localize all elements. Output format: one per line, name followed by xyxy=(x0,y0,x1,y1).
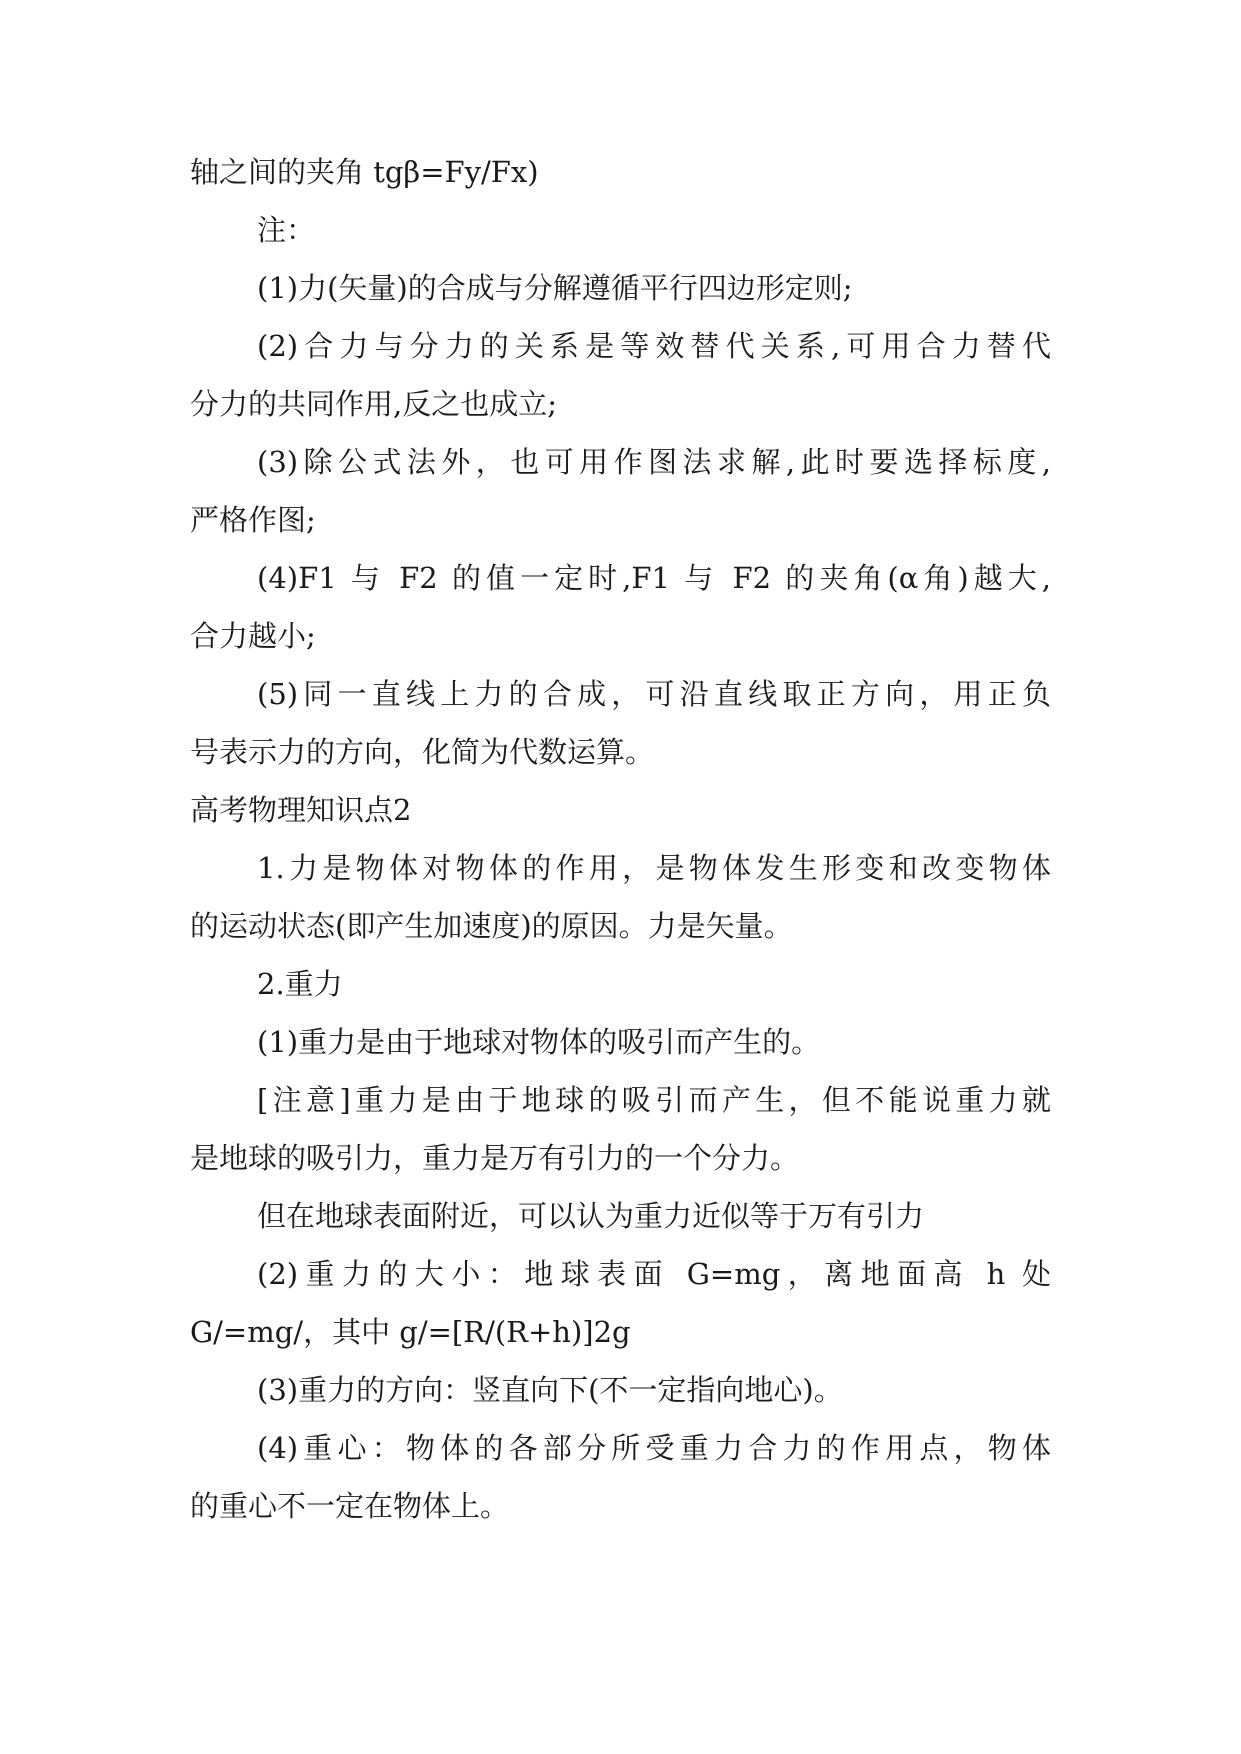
text-line: 1.力是物体对物体的作用，是物体发生形变和改变物体 xyxy=(257,851,1051,885)
text-line: (5)同一直线上力的合成，可沿直线取正方向，用正负 xyxy=(257,677,1051,711)
text-line: (2)重力的大小：地球表面 G=mg，离地面高 h 处 xyxy=(257,1257,1051,1291)
text-line: (3)除公式法外，也可用作图法求解,此时要选择标度, xyxy=(257,445,1051,479)
text-line: 注： xyxy=(257,213,316,247)
text-line: 是地球的吸引力，重力是万有引力的一个分力。 xyxy=(190,1141,800,1175)
text-line: 但在地球表面附近，可以认为重力近似等于万有引力 xyxy=(257,1199,925,1233)
text-line: (3)重力的方向：竖直向下(不一定指向地心)。 xyxy=(257,1373,843,1407)
section-heading: 高考物理知识点2 xyxy=(190,793,412,827)
text-line: (4)重心：物体的各部分所受重力合力的作用点，物体 xyxy=(257,1431,1051,1465)
text-line: (4)F1 与 F2 的值一定时,F1 与 F2 的夹角(α角)越大, xyxy=(257,561,1051,595)
text-line: 2.重力 xyxy=(257,967,343,1001)
text-line: (2)合力与分力的关系是等效替代关系,可用合力替代 xyxy=(257,329,1051,363)
text-line: G/=mg/，其中 g/=[R/(R+h)]2g xyxy=(190,1315,631,1349)
text-line: 的运动状态(即产生加速度)的原因。力是矢量。 xyxy=(190,909,793,943)
text-line: 分力的共同作用,反之也成立; xyxy=(190,387,557,421)
text-line: 号表示力的方向，化简为代数运算。 xyxy=(190,735,655,769)
text-line: 严格作图; xyxy=(190,503,316,537)
text-line: (1)重力是由于地球对物体的吸引而产生的。 xyxy=(257,1025,821,1059)
text-line: 合力越小; xyxy=(190,619,316,653)
text-line: 的重心不一定在物体上。 xyxy=(190,1489,510,1523)
text-line: [注意]重力是由于地球的吸引而产生，但不能说重力就 xyxy=(257,1083,1051,1117)
text-line: (1)力(矢量)的合成与分解遵循平行四边形定则; xyxy=(257,271,853,305)
text-line: 轴之间的夹角 tgβ=Fy/Fx) xyxy=(190,155,539,189)
